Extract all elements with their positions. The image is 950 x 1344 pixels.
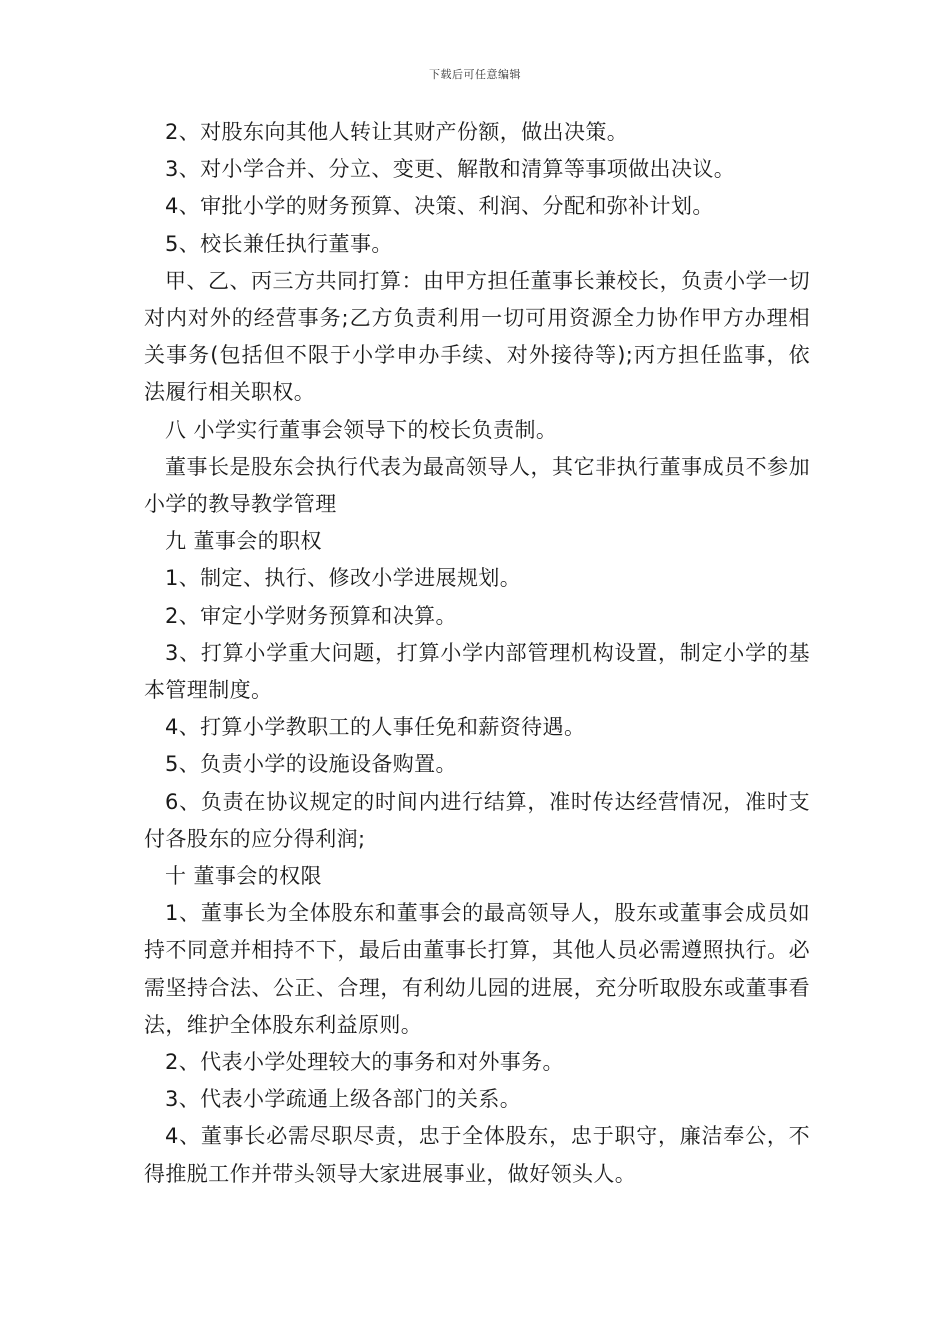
paragraph: 2、审定小学财务预算和决算。 [165, 603, 457, 628]
paragraph: 6、负责在协议规定的时间内进行结算，准时传达经营情况，准时支付各股东的应分得利润; [144, 789, 810, 851]
paragraph: 甲、乙、丙三方共同打算：由甲方担任董事长兼校长，负责小学一切对内对外的经营事务;乙方负责利用一切可用资源全力协作甲方办理相关事务(包括但不限于小学申办手续、对外接待等);丙方担任监事，依法履行相关职权。 [144, 268, 810, 405]
paragraph: 2、对股东向其他人转让其财产份额，做出决策。 [165, 120, 629, 144]
section-heading: 十 董事会的权限 [165, 864, 322, 889]
section-heading: 八 小学实行董事会领导下的校长负责制。 [165, 417, 558, 442]
paragraph: 3、打算小学重大问题，打算小学内部管理机构设置，制定小学的基本管理制度。 [144, 640, 810, 703]
paragraph: 5、负责小学的设施设备购置。 [165, 752, 457, 777]
paragraph: 1、董事长为全体股东和董事会的最高领导人，股东或董事会成员如持不同意并相持不下，最后由董事长打算，其他人员必需遵照执行。必需坚持合法、公正、合理，有利幼儿园的进展，充分听取股东或董事看法，维护全体股东利益原则。 [144, 901, 810, 1037]
section-heading: 九 董事会的职权 [165, 529, 322, 554]
paragraph: 4、审批小学的财务预算、决策、利润、分配和弥补计划。 [165, 194, 714, 219]
paragraph: 3、对小学合并、分立、变更、解散和清算等事项做出决议。 [165, 157, 736, 182]
paragraph: 董事长是股东会执行代表为最高领导人，其它非执行董事成员不参加小学的教导教学管理 [144, 454, 810, 517]
document-body [144, 114, 810, 1193]
paragraph: 2、代表小学处理较大的事务和对外事务。 [165, 1050, 564, 1075]
paragraph: 4、打算小学教职工的人事任免和薪资待遇。 [165, 715, 586, 740]
paragraph: 5、校长兼任执行董事。 [165, 231, 393, 256]
paragraph: 1、制定、执行、修改小学进展规划。 [165, 566, 522, 591]
page-header-note: 下载后可任意编辑 [429, 68, 521, 81]
paragraph: 3、代表小学疏通上级各部门的关系。 [165, 1087, 522, 1112]
paragraph: 4、董事长必需尽职尽责，忠于全体股东，忠于职守，廉洁奉公，不得推脱工作并带头领导大家进展事业，做好领头人。 [144, 1124, 810, 1186]
